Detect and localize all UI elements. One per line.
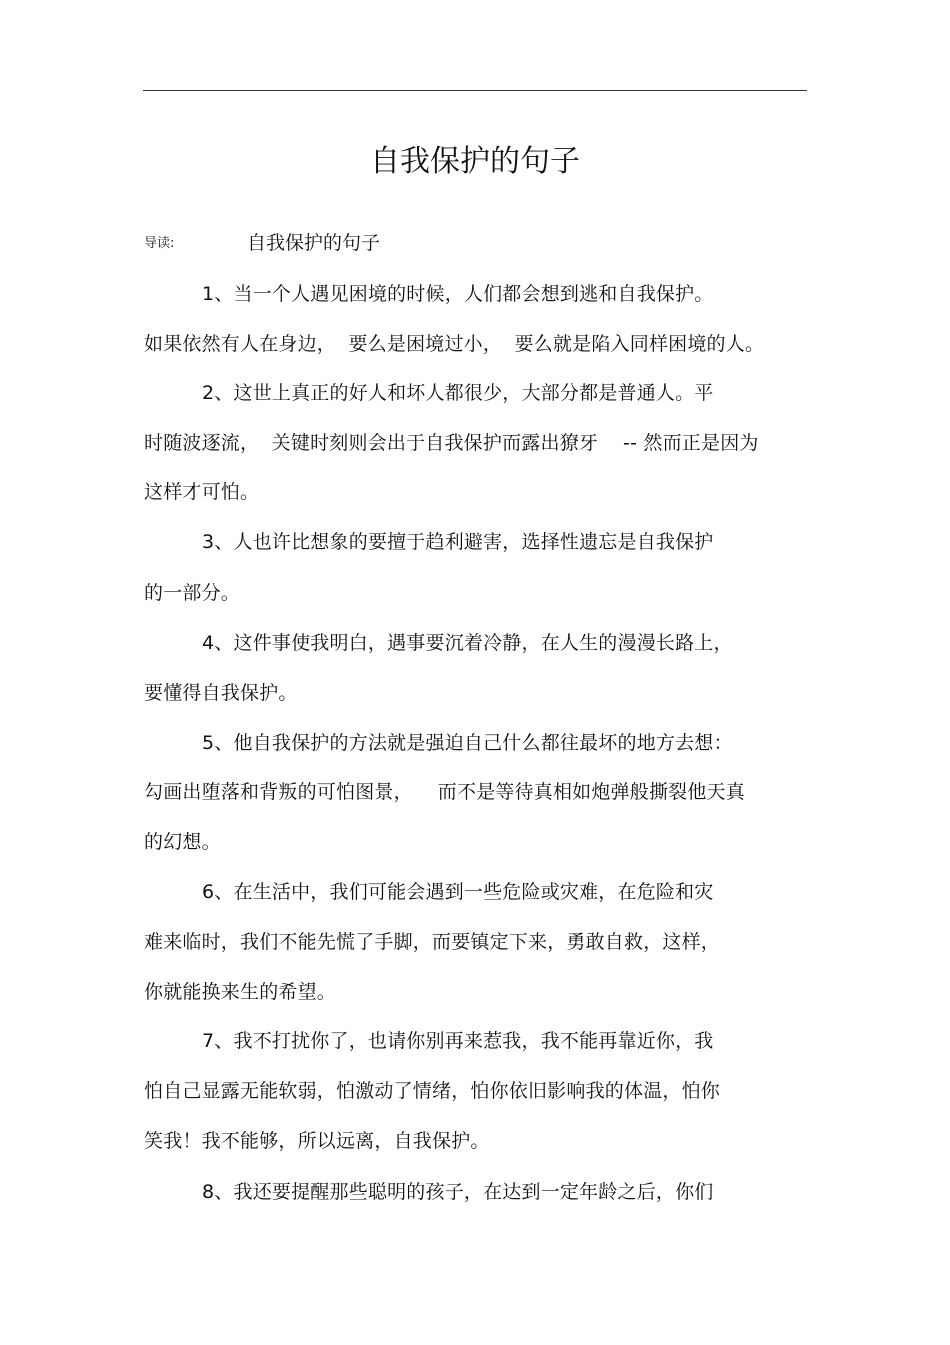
text-line: 6、在生活中，我们可能会遇到一些危险或灾难，在危险和灾 [202, 881, 714, 903]
text-line: 你就能换来生的希望。 [144, 981, 337, 1003]
text-line: 时随波逐流， 关键时刻则会出于自我保护而露出獠牙 -- 然而正是因为 [144, 432, 759, 454]
text-line: 3、人也许比想象的要擅于趋利避害，选择性遗忘是自我保护 [202, 531, 714, 553]
text-line: 笑我！我不能够，所以远离，自我保护。 [144, 1130, 490, 1152]
text-line: 难来临时，我们不能先慌了手脚，而要镇定下来，勇敢自救，这样， [144, 931, 721, 953]
lead-label: 导读: [144, 236, 175, 251]
text-line: 2、这世上真正的好人和坏人都很少，大部分都是普通人。平 [202, 382, 714, 404]
text-line: 的幻想。 [144, 831, 221, 853]
text-line: 要懂得自我保护。 [144, 682, 298, 704]
text-line: 8、我还要提醒那些聪明的孩子，在达到一定年龄之后，你们 [202, 1181, 714, 1203]
text-line: 5、他自我保护的方法就是强迫自己什么都往最坏的地方去想： [202, 732, 733, 754]
text-line: 这样才可怕。 [144, 481, 260, 503]
page-title: 自我保护的句子 [370, 144, 580, 179]
text-line: 怕自己显露无能软弱，怕激动了情绪，怕你依旧影响我的体温，怕你 [144, 1080, 721, 1102]
text-line: 的一部分。 [144, 582, 241, 604]
text-line: 4、这件事使我明白，遇事要沉着冷静，在人生的漫漫长路上， [202, 632, 733, 654]
text-line: 如果依然有人在身边， 要么是困境过小， 要么就是陷入同样困境的人。 [144, 333, 765, 355]
header-rule [143, 90, 807, 91]
text-line: 1、当一个人遇见困境的时候，人们都会想到逃和自我保护。 [202, 283, 714, 305]
text-line: 勾画出堕落和背叛的可怕图景， 而不是等待真相如炮弹般撕裂他天真 [144, 781, 745, 803]
text-line: 7、我不打扰你了，也请你别再来惹我，我不能再靠近你，我 [202, 1030, 714, 1052]
lead-text: 自我保护的句子 [247, 232, 381, 254]
